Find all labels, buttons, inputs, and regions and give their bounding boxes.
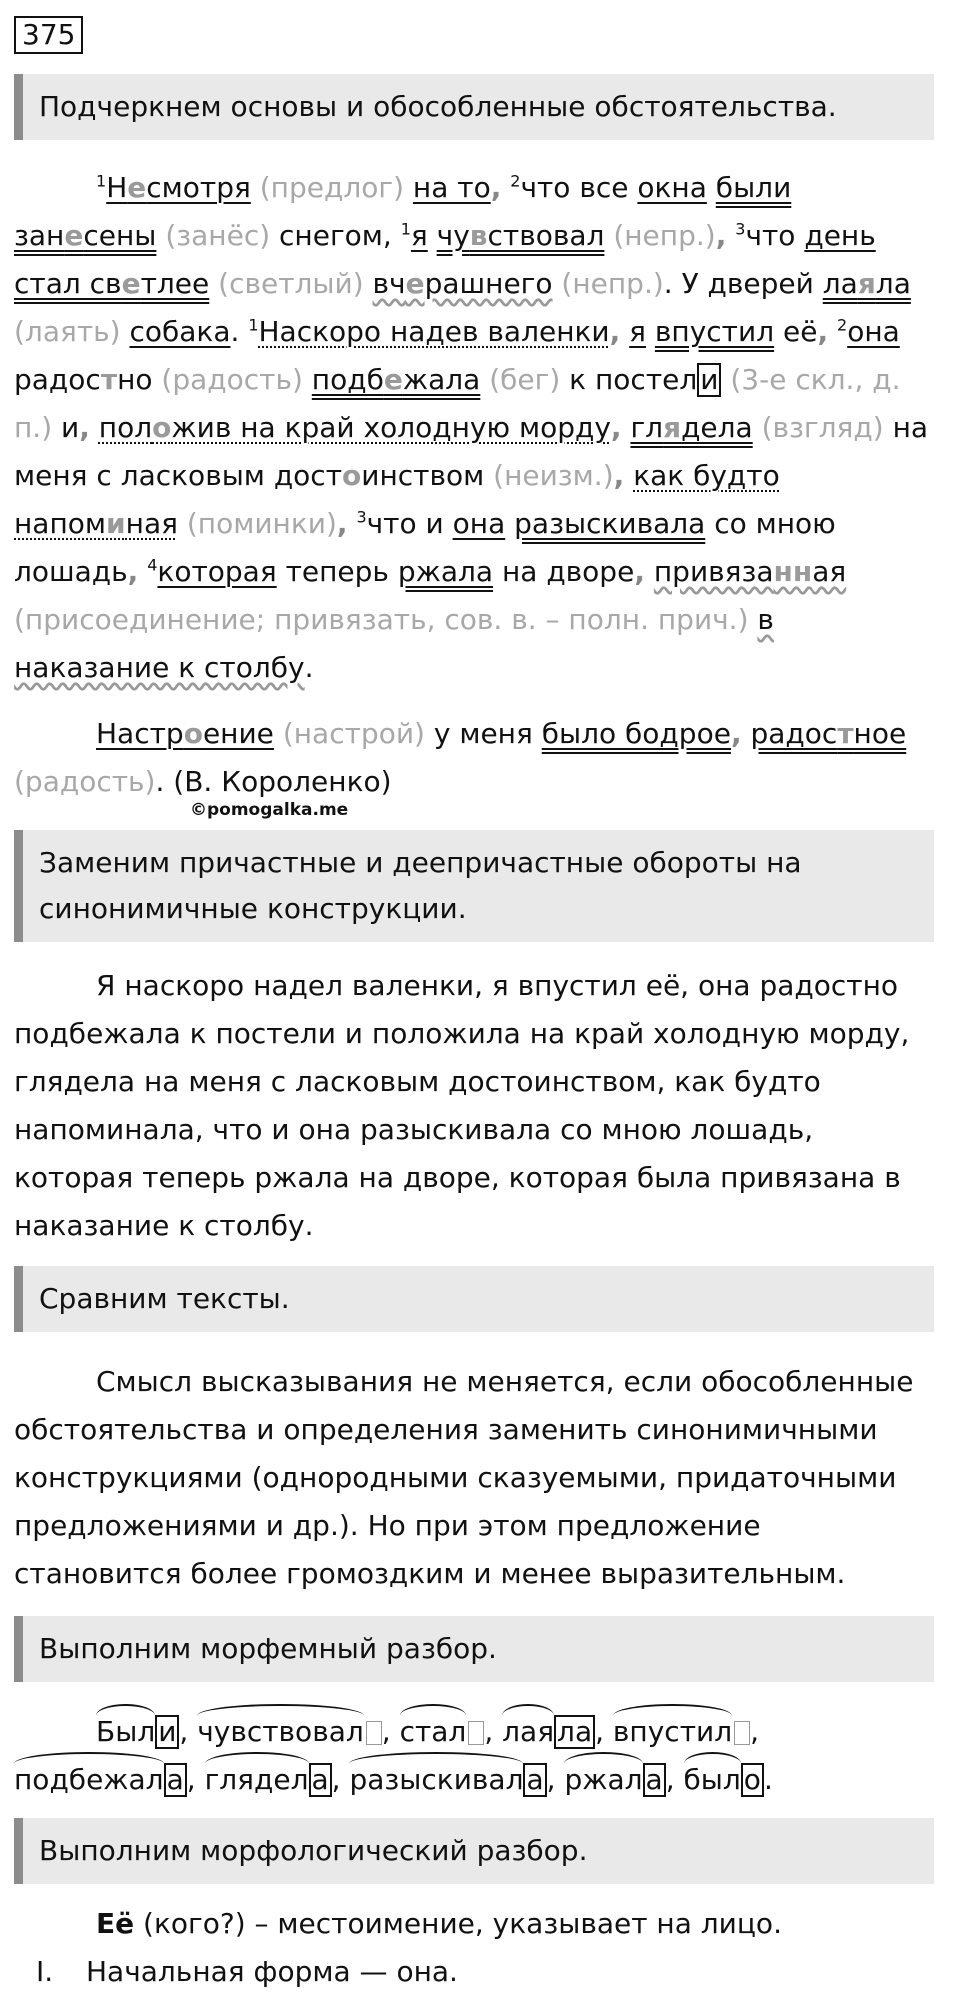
text-line: обстоятельства и определения заменить синонимичными (14, 1413, 878, 1446)
text-line: п.) и, положив на край холодную морду, глядела (взгляд) на (14, 411, 929, 444)
zero-ending-box (468, 1721, 484, 1745)
morpheme-word: ржал (564, 1752, 642, 1804)
text-line: радостно (радость) подбежала (бег) к постел и (3-е скл., д. (14, 363, 901, 396)
zero-ending-box (366, 1721, 382, 1745)
text-line: меня с ласковым достоинством (неизм.), как будто (14, 459, 780, 492)
ending-box: ла (554, 1715, 595, 1749)
comparison-text (14, 1358, 944, 1598)
text-line: (радость). (В. Короленко) (14, 765, 392, 798)
morphology-analysis (14, 1900, 944, 1996)
text-line: становится более громоздким и менее выразительным. (14, 1557, 846, 1590)
morpheme-word: лая (502, 1704, 554, 1756)
morpheme-word: впустил (613, 1704, 732, 1756)
ending-box: и (155, 1715, 179, 1749)
morpheme-word: Был (96, 1704, 155, 1756)
text-line: подбежала к постели и положила на край холодную морду, (14, 1017, 910, 1050)
text-line: лошадь, $^4$которая теперь ржала на дворе, привязанная (14, 555, 847, 588)
separator: , (595, 1715, 613, 1748)
ending-box: а (164, 1763, 187, 1797)
section-header-text: Заменим причастные и деепричастные обороты на (39, 846, 802, 879)
separator: . (763, 1763, 773, 1796)
rewritten-text (14, 962, 944, 1250)
separator: , (750, 1715, 760, 1748)
ending-box: а (309, 1763, 332, 1797)
text-line: Я наскоро надел валенки, я впустил её, она радостно (96, 969, 899, 1002)
section-header-bases (14, 74, 934, 140)
ending-box: о (741, 1763, 764, 1797)
section-header-text: Выполним морфемный разбор. (39, 1632, 497, 1665)
text-line: занесены (занёс) снегом, $^1$я чувствовал (непр.), $^3$что день (14, 219, 876, 252)
morphology-item (14, 1948, 944, 1996)
text-line: стал светлее (светлый) вчерашнего (непр.). У дверей лаяла (14, 267, 911, 300)
morpheme-word: чувствовал (197, 1704, 364, 1756)
section-header-morpheme (14, 1616, 934, 1682)
morpheme-line (14, 1752, 944, 1800)
text-line: Смысл высказывания не меняется, если обособленные (96, 1365, 914, 1398)
separator: , (331, 1763, 350, 1796)
annotated-text (14, 164, 944, 806)
section-header-synonyms (14, 830, 934, 942)
morpheme-word: стал (400, 1704, 467, 1756)
morpheme-line (14, 1704, 944, 1752)
text-line: напоминала, что и она разыскивала со мною лошадь, (14, 1113, 814, 1146)
text-line: Настроение (настрой) у меня было бодрое, радостное (96, 717, 907, 750)
section-header-compare (14, 1266, 934, 1332)
separator: , (186, 1763, 205, 1796)
section-header-morphology (14, 1818, 934, 1884)
item-number: I. (36, 1955, 54, 1988)
section-header-text: Сравним тексты. (39, 1282, 290, 1315)
separator: , (381, 1715, 400, 1748)
separator: , (179, 1715, 198, 1748)
ending-box: а (523, 1763, 546, 1797)
analyzed-word: Её (96, 1907, 135, 1940)
text-line: (лаять) собака. $^1$Наскоро надев валенки, я впустил её, $^2$она (14, 315, 900, 348)
text-line: (присоединение; привязать, сов. в. – полн. прич.) в (14, 603, 774, 636)
morpheme-word: был (684, 1752, 741, 1804)
text-line: конструкциями (однородными сказуемыми, придаточными (14, 1461, 897, 1494)
watermark: ©pomogalka.me (190, 800, 349, 820)
ending-box: а (643, 1763, 666, 1797)
separator: , (546, 1763, 565, 1796)
morpheme-word: глядел (205, 1752, 309, 1804)
text-line: наказание к столбу. (14, 1209, 314, 1242)
morpheme-word: подбежал (14, 1752, 164, 1804)
morpheme-analysis (14, 1704, 944, 1800)
zero-ending-box (734, 1721, 750, 1745)
separator: , (665, 1763, 684, 1796)
morphology-line (14, 1900, 944, 1948)
text-line: напоминая (поминки), $^3$что и она разыскивала со мною (14, 507, 836, 540)
item-text: Начальная форма — она. (86, 1955, 458, 1988)
task-number: 375 (14, 16, 83, 54)
section-header-text: Подчеркнем основы и обособленные обстоятельства. (39, 90, 837, 123)
text-line: глядела на меня с ласковым достоинством, как будто (14, 1065, 821, 1098)
text-line: которая теперь ржала на дворе, которая была привязана в (14, 1161, 901, 1194)
text-line: наказание к столбу. (14, 651, 314, 684)
morpheme-word: разыскивал (349, 1752, 523, 1804)
text-line: предложениями и др.). Но при этом предложение (14, 1509, 761, 1542)
analysis-text: (кого?) – местоимение, указывает на лицо. (134, 1907, 782, 1940)
separator: , (484, 1715, 503, 1748)
text-line: $^1$Несмотря (предлог) на то, $^2$что все окна были (96, 171, 792, 204)
section-header-text: синонимичные конструкции. (39, 892, 467, 925)
section-header-text: Выполним морфологический разбор. (39, 1834, 588, 1867)
